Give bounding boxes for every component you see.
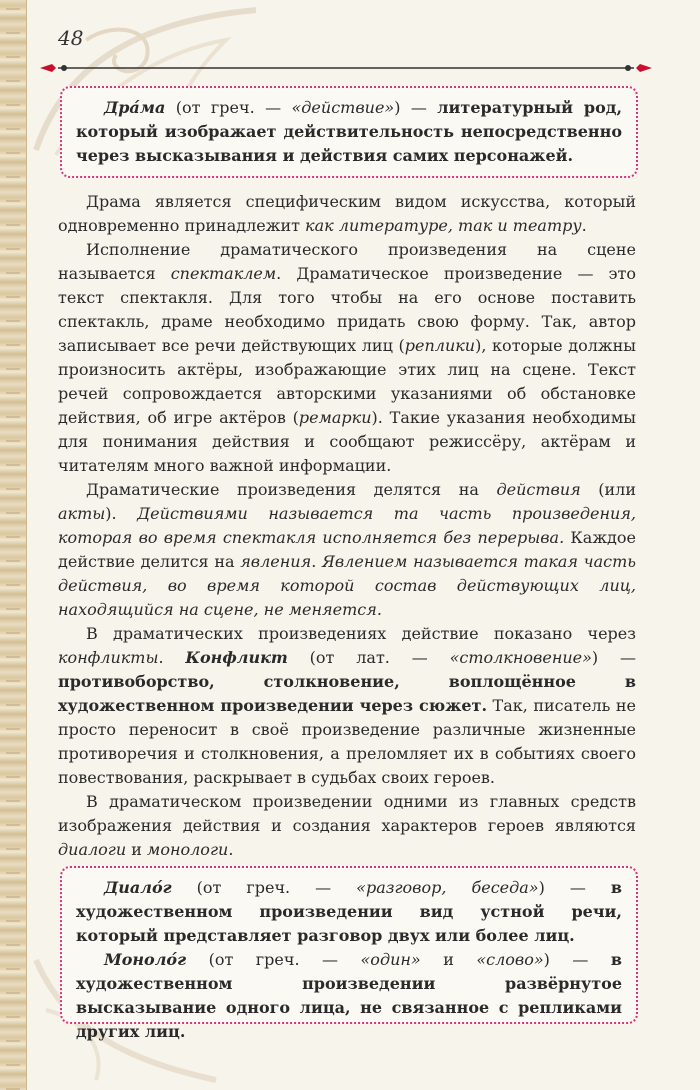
paragraph-5 — [58, 790, 636, 862]
term-drama: Дра́ма — [104, 98, 166, 117]
text: . Драматическое произведение — это текст спектакля. Для того чтобы на его основе поставить спектакль, драме необходимо придать свою форму. Так, автор записывает все речи действующих лиц ( — [58, 264, 637, 355]
text: ). Такие указания необходимы для понимания действия и сообщают режиссёру, актёрам и читателям много важной информации. — [58, 408, 636, 475]
text: В драматическом произведении одними из главных средств изображения действия и создания характеров героев являются — [58, 792, 636, 835]
italic-text: «слово» — [476, 950, 544, 969]
italic-text: ремарки — [298, 408, 372, 427]
decorative-border — [0, 0, 27, 1090]
text: . — [581, 216, 587, 235]
text: (от лат. — — [287, 648, 450, 667]
text: . — [228, 840, 234, 859]
definition-text: литературный род, который изображает действительность непосредственно через высказывания и действия самих персонажей. — [76, 98, 623, 165]
text: ) — — [543, 950, 611, 969]
main-text — [58, 190, 636, 862]
text: и — [420, 950, 477, 969]
text: . — [158, 648, 186, 667]
text: Исполнение драматического произведения на сцене называется — [58, 240, 636, 283]
italic-text: действия — [496, 480, 581, 499]
text: Так, писатель не просто переносит в своё произведение различные жизненные противоречия и столкновения, а преломляет их в событиях своего повествования, раскрывает в судьбах своих героев. — [58, 696, 636, 787]
text: ) — — [538, 878, 611, 897]
header-rule — [40, 62, 652, 74]
text: ) — — [591, 648, 636, 667]
text: Драма является специфическим видом искусства, который одновременно принадлежит — [58, 192, 636, 235]
text: В драматических произведениях действие показано через — [86, 624, 636, 643]
term-conflict: Конфликт — [185, 648, 288, 667]
text: Драматические произведения делятся на — [86, 480, 497, 499]
bold-text: в художественном произведении развёрнутое высказывание одного лица, не связанное с репликами других лиц. — [76, 950, 622, 1041]
italic-text: «разговор, беседа» — [356, 878, 539, 897]
term-monologue: Моноло́г — [104, 950, 187, 969]
paragraph-1 — [58, 190, 636, 238]
text: (от греч. — — [186, 950, 361, 969]
italic-text: Действиями называется та часть произведения, которая во время спектакля исполняется без перерыва. — [58, 504, 636, 547]
drama-definition — [76, 96, 622, 168]
text: (или — [580, 480, 636, 499]
italic-text: диалоги — [58, 840, 127, 859]
italic-text: как литературе, так и театру — [305, 216, 582, 235]
definition-box-dialogue-monologue — [60, 866, 638, 1041]
bold-text: в художественном произведении вид устной речи, который представляет разговор двух или более лиц. — [76, 878, 622, 945]
text: и — [126, 840, 148, 859]
text: Каждое действие делится на — [58, 528, 636, 571]
text: (от греч. — — [171, 878, 357, 897]
italic-text: Явлением называется такая часть действия, во время которой состав действующих лиц, находящийся на сцене, не меняется. — [58, 552, 637, 619]
dash-text: ) — — [394, 98, 438, 117]
bold-text: противоборство, столкновение, воплощённое в художественном произведении через сюжет. — [58, 672, 636, 715]
italic-text: спектаклем — [170, 264, 277, 283]
italic-text: явления — [240, 552, 312, 571]
paragraph-3 — [58, 478, 636, 622]
dialogue-definition — [76, 876, 622, 948]
definition-box-drama — [60, 86, 638, 178]
italic-text: акты — [58, 504, 106, 523]
term-dialogue: Диало́г — [104, 878, 172, 897]
italic-text: конфликты — [58, 648, 159, 667]
page-number: 48 — [58, 26, 84, 50]
paragraph-2 — [58, 238, 636, 478]
monologue-definition — [76, 948, 622, 1044]
text: . — [311, 552, 322, 571]
paragraph-4 — [58, 622, 636, 790]
italic-text: реплики — [404, 336, 476, 355]
italic-text: «столкновение» — [449, 648, 592, 667]
text: ), которые должны произносить актёры, изображающие этих лиц на сцене. Текст речей сопровождается авторскими указаниями об обстановке действия, об игре актёров ( — [58, 336, 637, 427]
italic-text: монологи — [147, 840, 229, 859]
etym-word: «действие» — [291, 98, 395, 117]
italic-text: «один» — [360, 950, 421, 969]
etym-text: (от греч. — — [165, 98, 292, 117]
text: ). — [105, 504, 138, 523]
